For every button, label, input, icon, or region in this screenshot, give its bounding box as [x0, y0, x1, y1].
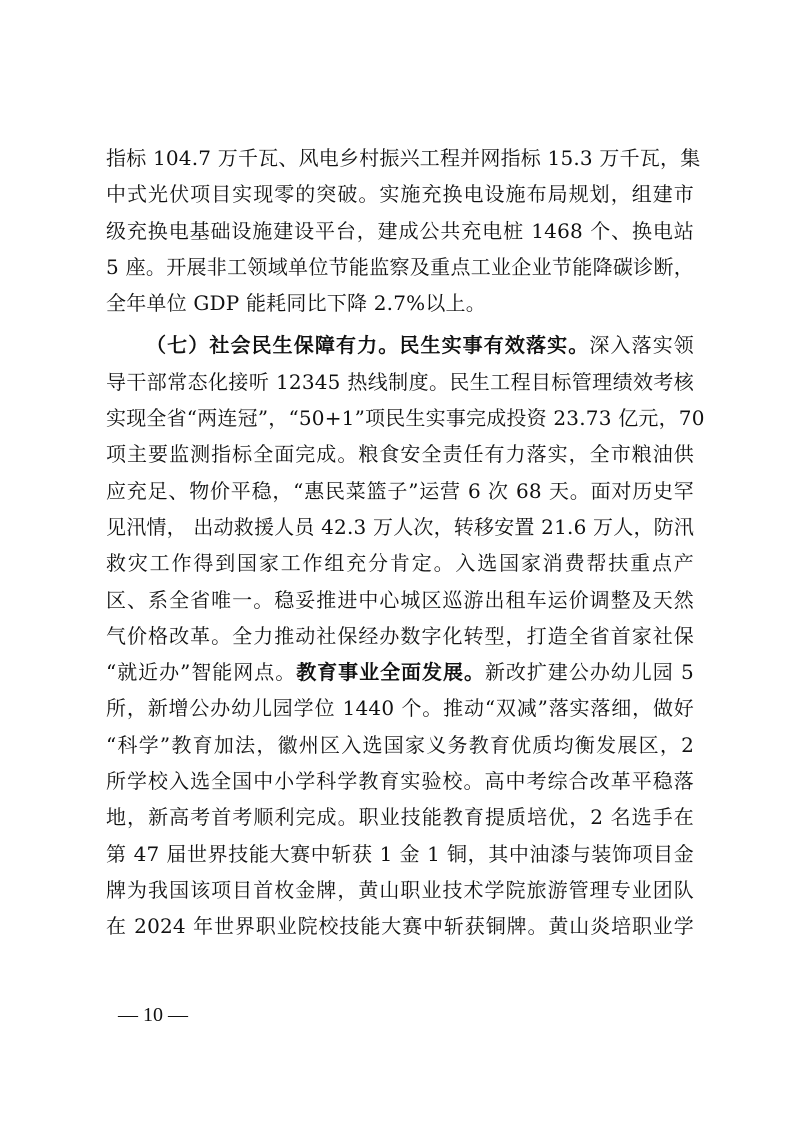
text-line: “就近办”智能网点。教育事业全面发展。新改扩建公办幼儿园 5 [106, 660, 694, 685]
text-line: 救灾工作得到国家工作组充分肯定。入选国家消费帮扶重点产 [106, 551, 694, 576]
text-line: 区、系全省唯一。稳妥推进中心城区巡游出租车运价调整及天然 [106, 587, 694, 612]
text-line: 见汛情， 出动救援人员 42.3 万人次，转移安置 21.6 万人，防汛 [106, 514, 695, 539]
text-line: 应充足、物价平稳，“惠民菜篮子”运营 6 次 68 天。面对历史罕 [106, 478, 694, 503]
text-line: 在 2024 年世界职业院校技能大赛中斩获铜牌。黄山炎培职业学 [106, 914, 694, 939]
text-line: 导干部常态化接听 12345 热线制度。民生工程目标管理绩效考核 [106, 369, 694, 394]
section-heading: （七）社会民生保障有力。民生实事有效落实。 [146, 333, 590, 358]
text-line: 气价格改革。全力推动社保经办数字化转型，打造全省首家社保 [106, 623, 694, 648]
paragraph-livelihood [106, 327, 705, 944]
text-line: 级充换电基础设施建设平台，建成公共充电桩 1468 个、换电站 [106, 218, 694, 243]
text-line: 第 47 届世界技能大赛中斩获 1 金 1 铜，其中油漆与装饰项目金 [106, 841, 694, 866]
text-line: 所学校入选全国中小学科学教育实验校。高中考综合改革平稳落 [106, 769, 694, 794]
text-line: 项主要监测指标全面完成。粮食安全责任有力落实，全市粮油供 [106, 442, 694, 467]
text-line: 牌为我国该项目首枚金牌，黄山职业技术学院旅游管理专业团队 [106, 877, 694, 902]
text-line: 地，新高考首考顺利完成。职业技能教育提质培优，2 名选手在 [106, 805, 694, 830]
text-line: 实现全省“两连冠”，“50+1”项民生实事完成投资 23.73 亿元，70 [106, 406, 705, 431]
text-line: 5 座。开展非工领域单位节能监察及重点工业企业节能降碳诊断， [106, 254, 694, 279]
subsection-heading: 教育事业全面发展。 [296, 660, 485, 685]
text-line: “科学”教育加法，徽州区入选国家义务教育优质均衡发展区，2 [106, 732, 694, 757]
text-line: （七）社会民生保障有力。民生实事有效落实。深入落实领 [146, 333, 695, 358]
text-line: 中式光伏项目实现零的突破。实施充换电设施布局规划，组建市 [106, 182, 694, 207]
body-text [106, 140, 705, 945]
paragraph-energy [106, 140, 701, 321]
page-number: — 10 — [118, 1004, 188, 1026]
text-line: 指标 104.7 万千瓦、风电乡村振兴工程并网指标 15.3 万千瓦，集 [106, 146, 701, 170]
text-line: 全年单位 GDP 能耗同比下降 2.7%以上。 [106, 291, 486, 316]
text-line: 所，新增公办幼儿园学位 1440 个。推动“双减”落实落细，做好 [106, 696, 694, 721]
